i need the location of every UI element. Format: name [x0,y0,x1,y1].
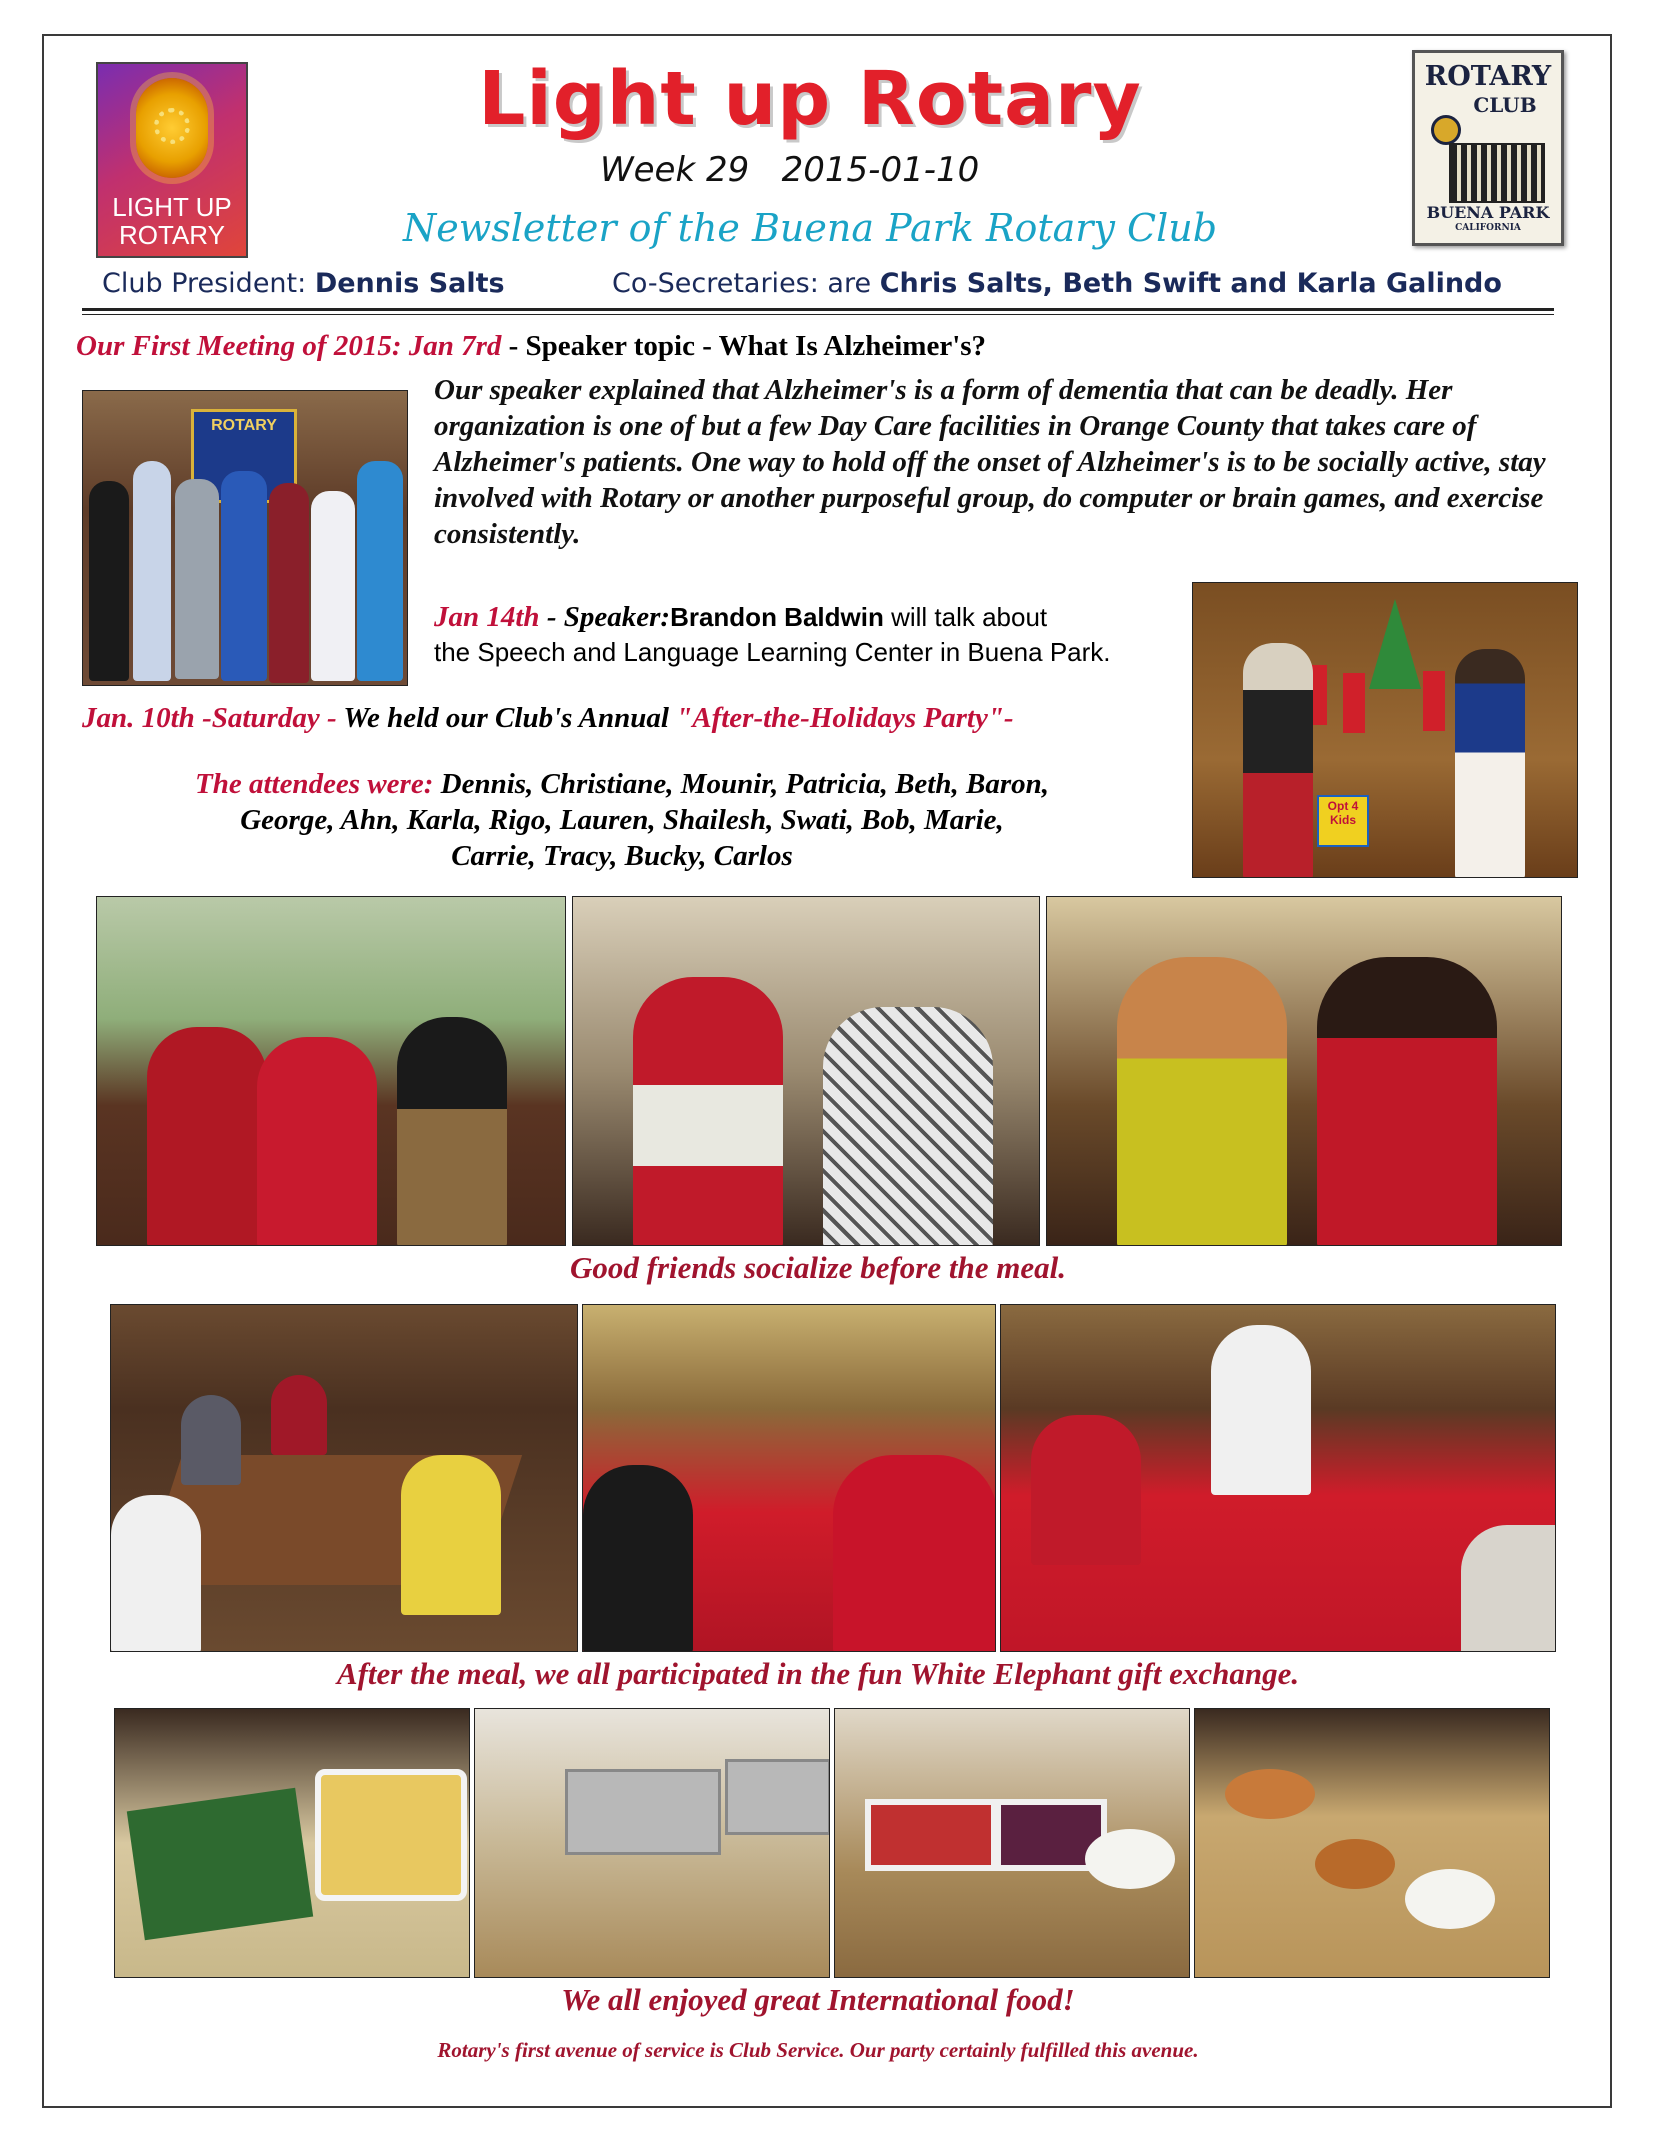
person-silhouette [1455,649,1525,878]
box-label-2: Kids [1329,813,1356,827]
person-silhouette [181,1395,241,1485]
person-silhouette [257,1037,377,1246]
party-photo-two-men [572,896,1040,1246]
bowl [1085,1829,1175,1889]
issue-line [600,150,979,190]
food-photo-trays [474,1708,830,1978]
box-label-1: Opt 4 [1327,799,1359,813]
rotary-wheel-icon [154,108,190,144]
attendees-label: The attendees were: [194,768,441,800]
person-silhouette [1117,957,1287,1246]
header-divider [82,308,1554,311]
dish [865,1799,997,1871]
hosts-christmas-photo [1192,582,1578,878]
person-silhouette [357,461,403,681]
attendees-line1: Dennis, Christiane, Mounir, Patricia, Beth, Baron, [440,768,1049,800]
president-label: Club President: [102,268,307,299]
buena-park-rotary-club-logo [1412,50,1564,246]
pie [1315,1839,1395,1889]
party-photo-dinner-table [110,1304,578,1652]
pie [1225,1769,1315,1819]
party-name: "After-the-Holidays Party"- [676,702,1014,734]
person-silhouette [833,1455,996,1652]
caption-row2: After the meal, we all participated in the fun White Elephant gift exchange. [336,1656,1300,1691]
person-silhouette [823,1007,993,1246]
bowl [1405,1869,1495,1929]
logo-left-line1: LIGHT UP [112,192,232,222]
person-silhouette [1461,1525,1556,1652]
meeting1-body: Our speaker explained that Alzheimer's is a form of dementia that can be deadly. Her organization is one of but a few Day Care facilities in Orange County that takes care of Alzheimer's patients. One way to hold off the onset of Alzheimer's is to be socially active, stay involved with Rotary or another purposeful group, do computer or brain games, and exercise consistently. [434,374,1546,550]
caption-row1: Good friends socialize before the meal. [570,1250,1066,1285]
person-silhouette [221,471,267,681]
logo-right-line1: ROTARY [1424,61,1552,92]
stocking [1343,673,1365,733]
secretaries-names: Chris Salts, Beth Swift and Karla Galindo [879,268,1502,299]
person-silhouette [175,479,219,679]
footer-note: Rotary's first avenue of service is Club Service. Our party certainly fulfilled this avenue. [437,2038,1199,2062]
person-silhouette [633,977,783,1246]
person-silhouette [147,1027,267,1246]
person-silhouette [583,1465,693,1652]
food-photo-dishes [834,1708,1190,1978]
caption-row3: We all enjoyed great International food! [561,1982,1075,2017]
meeting2-date: Jan 14th [434,601,540,633]
logo-right-line2: CLUB [1473,93,1537,117]
person-silhouette [401,1455,501,1615]
rotary-wheel-icon [1431,115,1461,145]
newsletter-subtitle: Newsletter of the Buena Park Rotary Club [402,206,1218,250]
party-photo-two-women [1046,896,1562,1246]
person-silhouette [111,1495,201,1652]
meeting2-text1: will talk about [883,602,1048,632]
stocking [1423,671,1445,731]
president-line [102,268,505,299]
meeting2-label: - Speaker: [539,601,671,633]
box-label [1317,799,1369,827]
christmas-tree [1369,599,1421,689]
issue-date: 2015-01-10 [781,150,980,190]
person-silhouette [133,461,171,681]
casserole-dish [315,1769,467,1901]
secretaries-line [612,268,1502,299]
party-date: Jan. 10th -Saturday - [82,702,344,734]
person-silhouette [311,491,355,681]
logo-left-line2: ROTARY [119,220,225,250]
food-photo-desserts [1194,1708,1550,1978]
person-silhouette [1243,643,1313,878]
person-silhouette [397,1017,507,1246]
person-silhouette [1317,957,1497,1246]
food-photo-casserole [114,1708,470,1978]
attendees-line3: Carrie, Tracy, Bucky, Carlos [451,840,793,872]
foil-tray [565,1769,721,1855]
meeting1-topic: - Speaker topic - What Is Alzheimer's? [501,330,987,362]
person-silhouette [1211,1325,1311,1495]
banner-text: ROTARY [211,417,277,434]
president-name: Dennis Salts [314,268,505,299]
foil-tray [725,1759,830,1835]
week-number: Week 29 [600,150,750,190]
party-line [82,702,1014,735]
person-silhouette [271,1375,327,1455]
header-divider-thin [82,314,1554,315]
meeting1-heading-line [76,330,986,363]
attendees-block [82,766,1162,874]
meeting1-heading: Our First Meeting of 2015: Jan 7rd [76,330,502,362]
logo-right-line4: CALIFORNIA [1455,223,1521,233]
meeting2-block [434,600,1174,670]
train-illustration [1449,143,1545,203]
meeting2-text2: the Speech and Language Learning Center in Buena Park. [434,637,1111,667]
party-photo-red-table [582,1304,996,1652]
person-silhouette [89,481,129,681]
party-text: We held our Club's Annual [343,702,677,734]
attendees-line2: George, Ahn, Karla, Rigo, Lauren, Shailesh, Swati, Bob, Marie, [240,804,1004,836]
meeting2-speaker: Brandon Baldwin [670,602,884,632]
person-silhouette [269,483,309,683]
speaker-group-photo [82,390,408,686]
party-photo-gift-exchange [1000,1304,1556,1652]
secretaries-label: Co-Secretaries: are [612,268,872,299]
light-up-rotary-logo [96,62,248,258]
salad-platter [127,1788,313,1940]
logo-right-line3: BUENA PARK [1426,203,1550,222]
party-photo-couple-and-guest [96,896,566,1246]
newsletter-title: Light up Rotary [478,56,1142,142]
person-silhouette [1031,1415,1141,1565]
